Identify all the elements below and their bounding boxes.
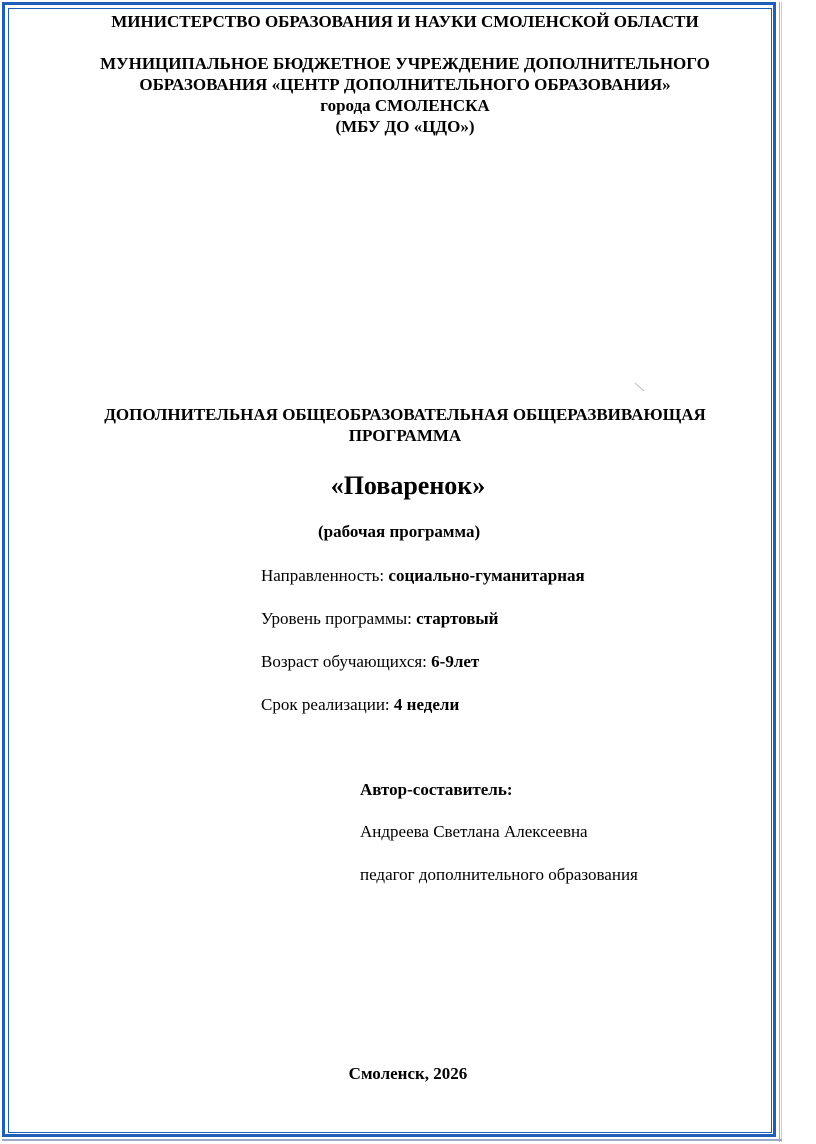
term-row	[261, 694, 459, 715]
ministry-heading	[40, 11, 770, 32]
program-title: «Поваренок»	[330, 471, 486, 500]
institution-line-1: МУНИЦИПАЛЬНОЕ БЮДЖЕТНОЕ УЧРЕЖДЕНИЕ ДОПОЛНИТЕЛЬНОГО	[100, 54, 710, 73]
level-row	[261, 608, 498, 629]
page-bottom-edge	[2, 1139, 782, 1141]
page-edge-shadow-light	[781, 2, 782, 1142]
program-type-line-2: ПРОГРАММА	[348, 426, 462, 445]
author-name: Андреева Светлана Алексеевна	[360, 822, 588, 841]
direction-row	[261, 565, 585, 586]
ministry-line: МИНИСТЕРСТВО ОБРАЗОВАНИЯ И НАУКИ СМОЛЕНСКОЙ ОБЛАСТИ	[111, 12, 699, 31]
direction-label: Направленность:	[261, 566, 389, 585]
institution-line-3: города СМОЛЕНСКА	[320, 96, 490, 115]
program-type-heading	[40, 404, 770, 446]
program-type-line-1: ДОПОЛНИТЕЛЬНАЯ ОБЩЕОБРАЗОВАТЕЛЬНАЯ ОБЩЕРАЗВИВАЮЩАЯ	[104, 405, 706, 424]
level-value: стартовый	[416, 609, 499, 628]
term-value: 4 недели	[393, 695, 460, 714]
age-value: 6-9лет	[431, 652, 480, 671]
level-label: Уровень программы:	[261, 609, 417, 628]
term-label: Срок реализации:	[261, 695, 394, 714]
page-edge-shadow	[779, 2, 780, 1142]
city-year-footer: Смоленск, 2026	[348, 1064, 468, 1083]
age-label: Возраст обучающихся:	[261, 652, 432, 671]
institution-heading	[40, 53, 770, 137]
direction-value: социально-гуманитарная	[388, 566, 585, 585]
scan-speck-mark	[633, 380, 647, 394]
institution-line-4: (МБУ ДО «ЦДО»)	[335, 117, 475, 136]
age-row	[261, 651, 479, 672]
author-position: педагог дополнительного образования	[360, 865, 638, 884]
program-subtitle: (рабочая программа)	[318, 522, 481, 541]
institution-line-2: ОБРАЗОВАНИЯ «ЦЕНТР ДОПОЛНИТЕЛЬНОГО ОБРАЗОВАНИЯ»	[139, 75, 671, 94]
author-heading: Автор-составитель:	[360, 780, 513, 799]
